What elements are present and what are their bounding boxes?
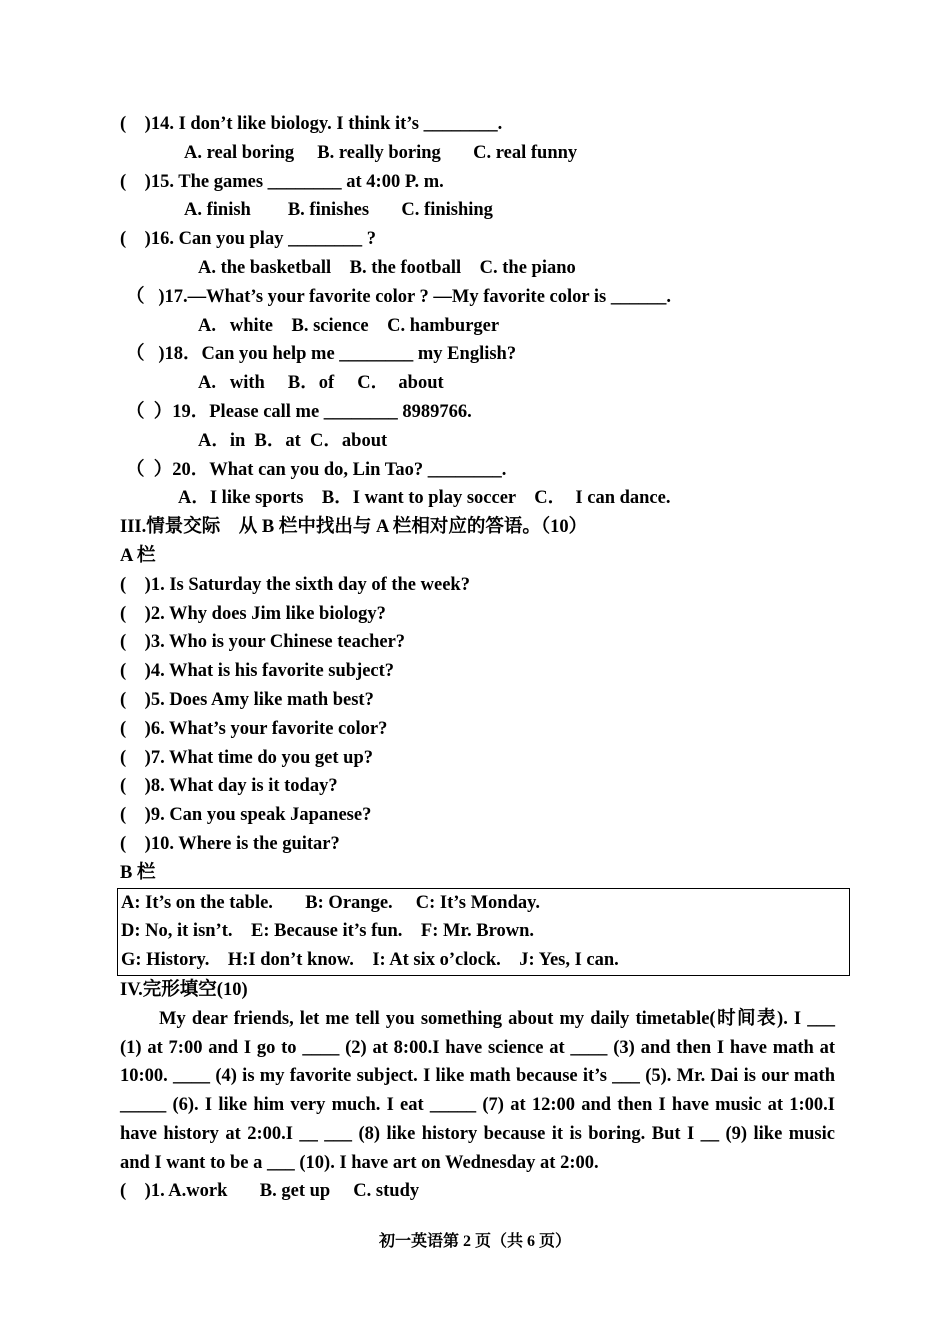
section-3-title: III.情景交际 从 B 栏中找出与 A 栏相对应的答语。（10） bbox=[120, 517, 588, 538]
dialogue-question: ( )4. What is his favorite subject? bbox=[120, 661, 395, 682]
question-18: （ )18．Can you help me ________ my English? bbox=[126, 344, 517, 365]
question-14-options: A. real boring B. really boring C. real funny bbox=[184, 142, 578, 163]
question-16: ( )16. Can you play ________ ? bbox=[120, 229, 376, 250]
question-20-options: A．I like sports B．I want to play soccer C． I can dance. bbox=[178, 488, 671, 509]
multiple-choice-section bbox=[120, 110, 835, 513]
question-20: （ ）20．What can you do, Lin Tao? ________. bbox=[126, 459, 507, 480]
section-4-title: IV.完形填空(10) bbox=[120, 979, 248, 1000]
dialogue-question: ( )6. What’s your favorite color? bbox=[120, 718, 388, 739]
dialogue-question: ( )2. Why does Jim like biology? bbox=[120, 603, 386, 624]
dialogue-question: ( )1. Is Saturday the sixth day of the week? bbox=[120, 574, 470, 595]
answer-row: G: History. H:I don’t know. I: At six o’clock. J: Yes, I can. bbox=[121, 950, 619, 971]
situational-dialogue-section bbox=[120, 513, 835, 976]
question-19-options: A．in B．at C．about bbox=[198, 430, 388, 451]
cloze-section bbox=[120, 976, 835, 1206]
column-b-label: B 栏 bbox=[120, 862, 156, 883]
exam-page bbox=[120, 110, 835, 1206]
question-15: ( )15. The games ________ at 4:00 P. m. bbox=[120, 171, 444, 192]
page-footer: 初一英语第 2 页（共 6 页） bbox=[378, 1233, 571, 1250]
cloze-question-1: ( )1. A.work B. get up C. study bbox=[120, 1181, 420, 1202]
dialogue-question: ( )5. Does Amy like math best? bbox=[120, 689, 374, 710]
column-a-label: A 栏 bbox=[120, 545, 156, 566]
answer-box bbox=[117, 888, 850, 976]
question-18-options: A. with B．of C． about bbox=[198, 373, 444, 394]
dialogue-question: ( )9. Can you speak Japanese? bbox=[120, 805, 372, 826]
question-19: （ ）19．Please call me ________ 8989766. bbox=[126, 401, 472, 422]
answer-row: D: No, it isn’t. E: Because it’s fun. F: Mr. Brown. bbox=[121, 921, 534, 942]
question-17-options: A. white B. science C. hamburger bbox=[198, 315, 500, 336]
question-17: （ )17.—What’s your favorite color ? —My favorite color is ______. bbox=[126, 286, 671, 307]
cloze-passage: My dear friends, let me tell you something about my daily timetable(时间表). I ___ (1) at 7:00 and I go to ____ (2) at 8:00.I have science at ____ (3) and then I have math at 10:00. ____ (4) is my favorite subject. I like math because it’s ___ (5). Mr. Dai is our math _____ (6). I like him very much. I eat _____ (7) at 12:00 and then I have music at 1:00.I have history at 2:00.I __ ___ (8) like history because it is boring. But I __ (9) like music and I want to be a ___ (10). I have art on Wednesday at 2:00. bbox=[120, 1008, 835, 1173]
dialogue-question: ( )8. What day is it today? bbox=[120, 776, 338, 797]
answer-row: A: It’s on the table. B: Orange. C: It’s Monday. bbox=[121, 892, 540, 913]
dialogue-question: ( )7. What time do you get up? bbox=[120, 747, 374, 768]
dialogue-question: ( )10. Where is the guitar? bbox=[120, 833, 340, 854]
question-15-options: A. finish B. finishes C. finishing bbox=[184, 200, 493, 221]
dialogue-question: ( )3. Who is your Chinese teacher? bbox=[120, 632, 406, 653]
question-14: ( )14. I don’t like biology. I think it’s ________. bbox=[120, 114, 503, 134]
question-16-options: A. the basketball B. the football C. the piano bbox=[198, 257, 576, 278]
